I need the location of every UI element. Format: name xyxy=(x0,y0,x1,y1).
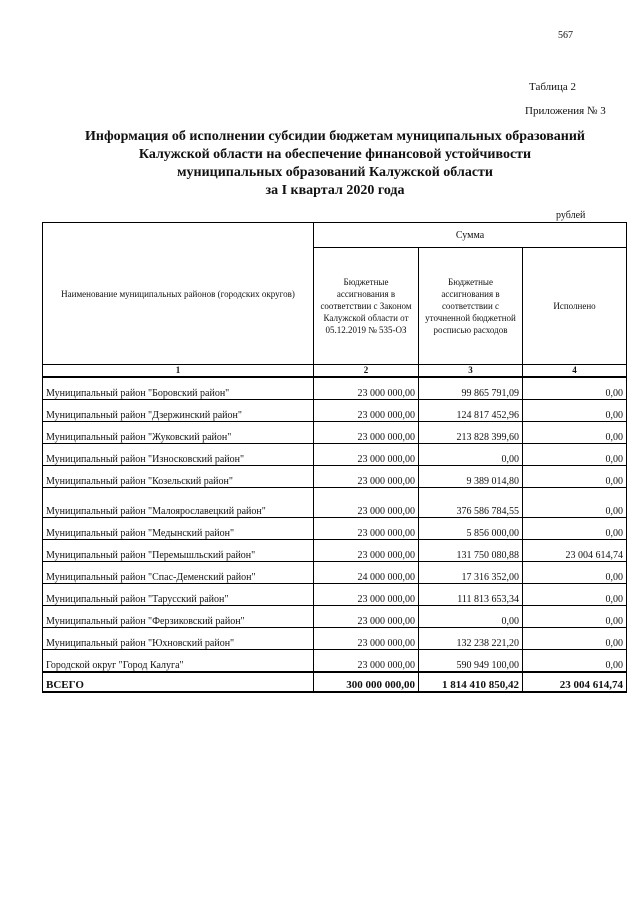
title-line: Калужской области на обеспечение финансовой устойчивости xyxy=(138,147,532,162)
table-row xyxy=(43,444,627,466)
executed-value: 0,00 xyxy=(523,466,627,488)
table-row xyxy=(43,628,627,650)
executed-value: 0,00 xyxy=(523,377,627,400)
header-executed: Исполнено xyxy=(523,248,627,365)
budget-refined-value: 131 750 080,88 xyxy=(419,540,523,562)
executed-value: 0,00 xyxy=(523,606,627,628)
budget-refined-value: 124 817 452,96 xyxy=(419,400,523,422)
budget-refined-value: 5 856 000,00 xyxy=(419,518,523,540)
district-name: Муниципальный район "Козельский район" xyxy=(43,466,314,488)
column-number: 3 xyxy=(419,365,523,378)
executed-value: 0,00 xyxy=(523,518,627,540)
executed-value: 0,00 xyxy=(523,628,627,650)
table-row xyxy=(43,540,627,562)
total-label: ВСЕГО xyxy=(43,672,314,692)
table-row xyxy=(43,400,627,422)
column-number: 4 xyxy=(523,365,627,378)
executed-value: 0,00 xyxy=(523,650,627,673)
executed-value: 0,00 xyxy=(523,444,627,466)
page-number: 567 xyxy=(558,30,573,41)
total-row xyxy=(43,672,627,692)
header-budget-refined: Бюджетные ассигнования в соответствии с уточненной бюджетной росписью расходов xyxy=(419,248,523,365)
currency-unit: рублей xyxy=(556,210,586,221)
district-name: Муниципальный район "Юхновский район" xyxy=(43,628,314,650)
executed-value: 0,00 xyxy=(523,488,627,518)
district-name: Муниципальный район "Ферзиковский район" xyxy=(43,606,314,628)
budget-refined-value: 9 389 014,80 xyxy=(419,466,523,488)
budget-refined-value: 0,00 xyxy=(419,444,523,466)
column-numbers-row xyxy=(43,365,627,378)
executed-value: 23 004 614,74 xyxy=(523,540,627,562)
column-number: 2 xyxy=(314,365,419,378)
district-name: Городской округ "Город Калуга" xyxy=(43,650,314,673)
table-row xyxy=(43,584,627,606)
table-row xyxy=(43,518,627,540)
budget-refined-value: 0,00 xyxy=(419,606,523,628)
header-sum: Сумма xyxy=(314,223,627,248)
district-name: Муниципальный район "Тарусский район" xyxy=(43,584,314,606)
budget-law-value: 23 000 000,00 xyxy=(314,422,419,444)
budget-law-value: 23 000 000,00 xyxy=(314,466,419,488)
district-name: Муниципальный район "Износковский район" xyxy=(43,444,314,466)
executed-value: 0,00 xyxy=(523,562,627,584)
table-row xyxy=(43,466,627,488)
document-title xyxy=(40,128,630,200)
district-name: Муниципальный район "Малоярославецкий район" xyxy=(43,488,314,518)
subsidy-table xyxy=(42,222,627,693)
total-budget-refined: 1 814 410 850,42 xyxy=(419,672,523,692)
total-budget-law: 300 000 000,00 xyxy=(314,672,419,692)
header-budget-law: Бюджетные ассигнования в соответствии с Законом Калужской области от 05.12.2019 № 535-ОЗ xyxy=(314,248,419,365)
budget-law-value: 23 000 000,00 xyxy=(314,540,419,562)
executed-value: 0,00 xyxy=(523,422,627,444)
district-name: Муниципальный район "Дзержинский район" xyxy=(43,400,314,422)
budget-law-value: 23 000 000,00 xyxy=(314,606,419,628)
appendix-label: Приложения № 3 xyxy=(525,105,606,117)
district-name: Муниципальный район "Перемышльский район" xyxy=(43,540,314,562)
budget-law-value: 23 000 000,00 xyxy=(314,377,419,400)
table-row xyxy=(43,488,627,518)
title-line: Информация об исполнении субсидии бюджетам муниципальных образований xyxy=(85,129,585,144)
budget-refined-value: 376 586 784,55 xyxy=(419,488,523,518)
table-row xyxy=(43,422,627,444)
budget-law-value: 24 000 000,00 xyxy=(314,562,419,584)
budget-refined-value: 590 949 100,00 xyxy=(419,650,523,673)
budget-law-value: 23 000 000,00 xyxy=(314,400,419,422)
budget-law-value: 23 000 000,00 xyxy=(314,488,419,518)
title-line: за I квартал 2020 года xyxy=(265,183,405,198)
budget-law-value: 23 000 000,00 xyxy=(314,444,419,466)
table-row xyxy=(43,650,627,673)
district-name: Муниципальный район "Жуковский район" xyxy=(43,422,314,444)
budget-refined-value: 213 828 399,60 xyxy=(419,422,523,444)
budget-refined-value: 17 316 352,00 xyxy=(419,562,523,584)
budget-law-value: 23 000 000,00 xyxy=(314,584,419,606)
total-executed: 23 004 614,74 xyxy=(523,672,627,692)
header-name: Наименование муниципальных районов (городских округов) xyxy=(43,223,314,365)
budget-refined-value: 132 238 221,20 xyxy=(419,628,523,650)
budget-refined-value: 99 865 791,09 xyxy=(419,377,523,400)
title-line: муниципальных образований Калужской области xyxy=(177,165,493,180)
budget-refined-value: 111 813 653,34 xyxy=(419,584,523,606)
budget-law-value: 23 000 000,00 xyxy=(314,650,419,673)
table-label: Таблица 2 xyxy=(529,81,577,93)
district-name: Муниципальный район "Спас-Деменский район" xyxy=(43,562,314,584)
district-name: Муниципальный район "Медынский район" xyxy=(43,518,314,540)
column-number: 1 xyxy=(43,365,314,378)
district-name: Муниципальный район "Боровский район" xyxy=(43,377,314,400)
table-row xyxy=(43,377,627,400)
budget-law-value: 23 000 000,00 xyxy=(314,628,419,650)
executed-value: 0,00 xyxy=(523,584,627,606)
table-row xyxy=(43,606,627,628)
budget-law-value: 23 000 000,00 xyxy=(314,518,419,540)
executed-value: 0,00 xyxy=(523,400,627,422)
table-row xyxy=(43,562,627,584)
